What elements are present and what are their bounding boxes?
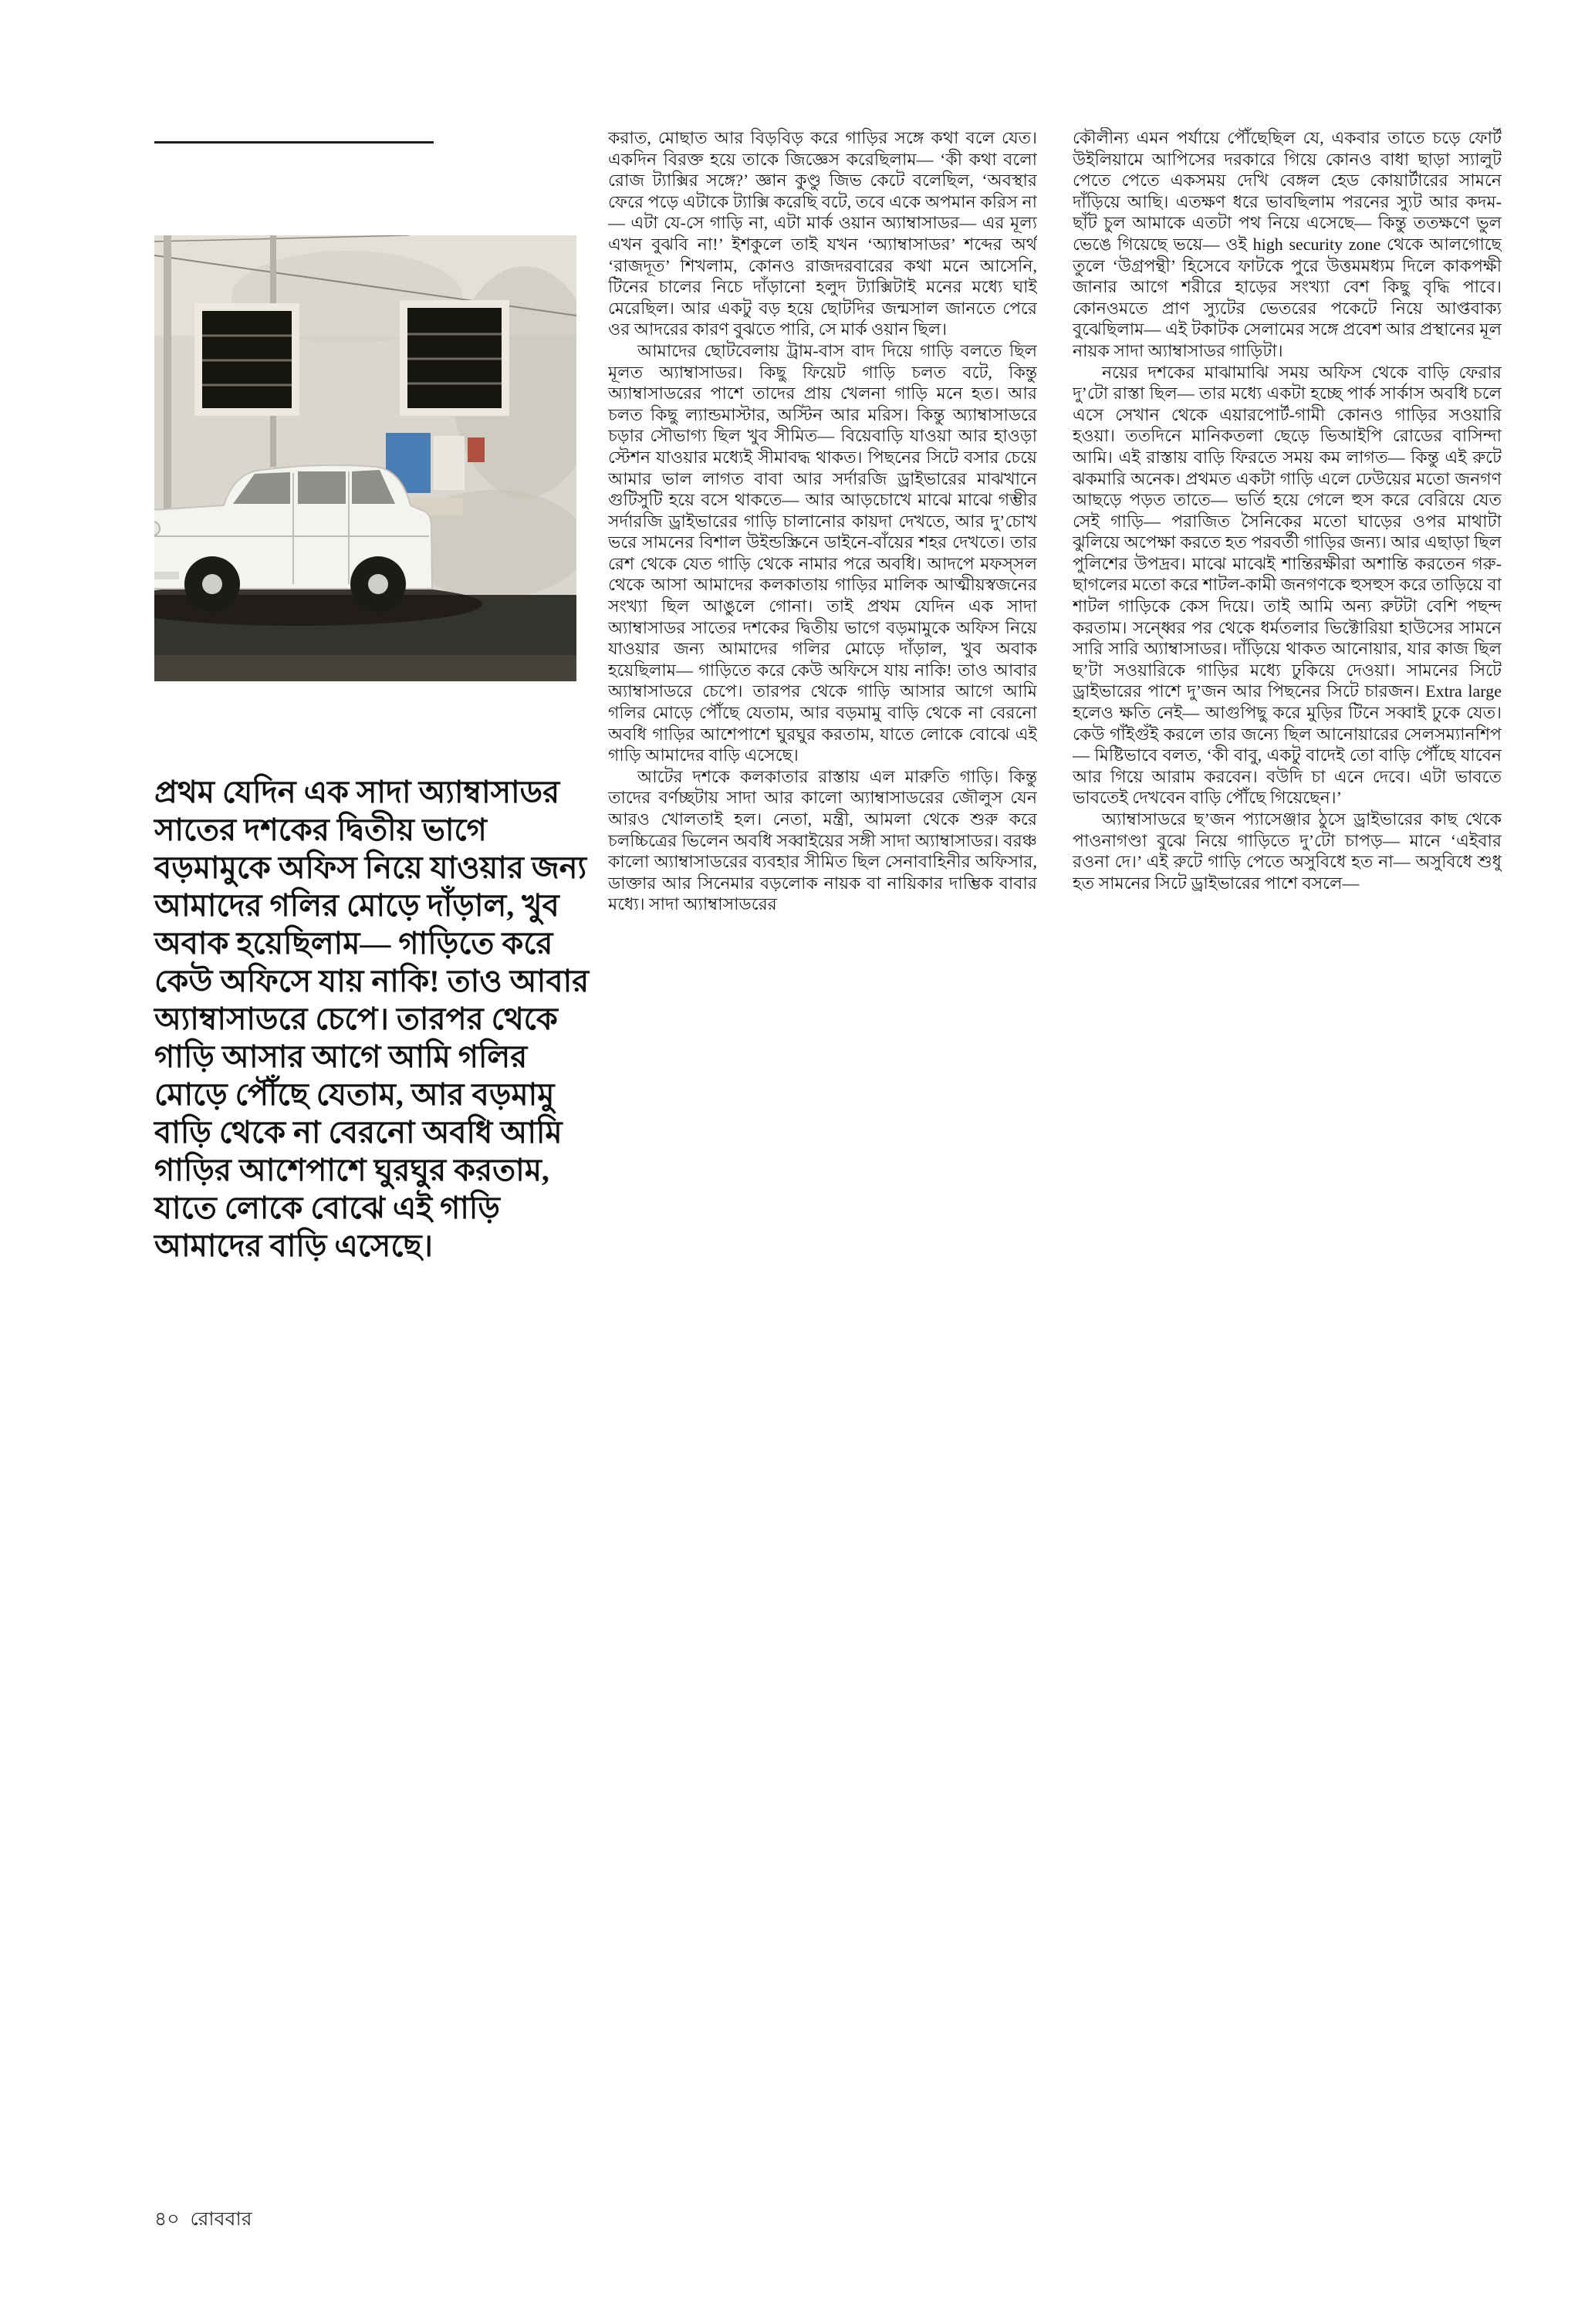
paragraph: আটের দশকে কলকাতার রাস্তায় এল মারুতি গাড়ি। কিন্তু তাদের বর্ণচ্ছটায় সাদা আর কালো অ্যাম্বাসাডরের জৌলুস যেন আরও খোলতাই হল। নেতা, মন্ত্রী, আমলা থেকে শুরু করে চলচ্চিত্রের ভিলেন অবধি সব্বাইয়ের সঙ্গী সাদা অ্যাম্বাসাডর। বরঞ্চ কালো অ্যাম্বাসাডরের ব্যবহার সীমিত ছিল সেনাবাহিনীর অফিসার, ডাক্তার আর সিনেমার বড়লোক নায়ক বা নায়িকার দাম্ভিক বাবার মধ্যে। সাদা অ্যাম্বাসাডরের [608, 766, 1037, 914]
paragraph: করাত, মোছাত আর বিড়বিড় করে গাড়ির সঙ্গে কথা বলে যেত। একদিন বিরক্ত হয়ে তাকে জিজ্ঞেস করেছিলাম— ‘কী কথা বলো রোজ ট্যাক্সির সঙ্গে?’ জ্ঞান কুণ্ডু জিভ কেটে বলেছিল, ‘অবস্থার ফেরে পড়ে এটাকে ট্যাক্সি করেছি বটে, তবে একে অপমান করিস না— এটা যে-সে গাড়ি না, এটা মার্ক ওয়ান অ্যাম্বাসাডর— এর মূল্য এখন বুঝবি না!’ ইশকুলে তাই যখন ‘অ্যাম্বাসাডর’ শব্দের অর্থ ‘রাজদূত’ শিখলাম, কোনও রাজদরবারের কথা মনে আসেনি, টিনের চালের নিচে দাঁড়ানো হলুদ ট্যাক্সিটাই মনের মধ্যে ঘাই মেরেছিল। আর একটু বড় হয়ে ছোটদির জন্মসাল জানতে পেরে ওর আদরের কারণ বুঝতে পারি, সে মার্ক ওয়ান ছিল। [608, 128, 1037, 339]
body-column-right [1073, 127, 1502, 2172]
magazine-name: রোববার [190, 2209, 252, 2230]
page-footer [154, 2204, 252, 2237]
paragraph: নয়ের দশকের মাঝামাঝি সময় অফিস থেকে বাড়ি ফেরার দু’টো রাস্তা ছিল— তার মধ্যে একটা হচ্ছে পার্ক সার্কাস অবধি চলে এসে সেখান থেকে এয়ারপোর্ট-গামী কোনও গাড়ির সওয়ারি হওয়া। ততদিনে মানিকতলা ছেড়ে ভিআইপি রোডের বাসিন্দা আমি। এই রাস্তায় বাড়ি ফিরতে সময় কম লাগত— কিন্তু এই রুটে ঝকমারি অনেক। প্রথমত একটা গাড়ি এলে ঢেউয়ের মতো জনগণ আছড়ে পড়ত তাতে— ভর্তি হয়ে গেলে হুস করে বেরিয়ে যেত সেই গাড়ি— পরাজিত সৈনিকের মতো ঘাড়ের ওপর মাথাটা ঝুলিয়ে অপেক্ষা করতে হত পরবর্তী গাড়ির জন্য। আর এছাড়া ছিল পুলিশের উপদ্রব। মাঝে মাঝেই শান্তিরক্ষীরা অশান্তি করতেন গরু-ছাগলের মতো করে শাটল-কামী জনগণকে হুসহুস করে তাড়িয়ে বা শাটল গাড়িকে কেস দিয়ে। তাই আমি অন্য রুটটা বেশি পছন্দ করতাম। সন্ধ্বের পর থেকে ধর্মতলার ভিক্টোরিয়া হাউসের সামনে সারি সারি অ্যাম্বাসাডর। দাঁড়িয়ে থাকত আনোয়ার, যার কাজ ছিল ছ’টা সওয়ারিকে গাড়ির মধ্যে ঢুকিয়ে দেওয়া। সামনের সিটে ড্রাইভারের পাশে দু’জন আর পিছনের সিটে চারজন। Extra large হলেও ক্ষতি নেই— আগুপিছু করে মুড়ির টিনে সব্বাই ঢুকে যেত। কেউ গাঁইগুঁই করলে তার জন্যে ছিল আনোয়ারের সেলসম্যানশিপ— মিষ্টিভাবে বলত, ‘কী বাবু, একটু বাদেই তো বাড়ি পৌঁছে যাবেন আর গিয়ে আরাম করবেন। বউদি চা এনে দেবে। এটা ভাবতে ভাবতেই দেখবেন বাড়ি পৌঁছে গিয়েছেন।’ [1073, 362, 1502, 808]
ambassador-car-photo-illustration [154, 235, 576, 681]
paragraph: অ্যাম্বাসাডরে ছ’জন প্যাসেঞ্জার ঠুসে ড্রাইভারের কাছ থেকে পাওনাগণ্ডা বুঝে নিয়ে গাড়িতে দু’টো চাপড়— মানে ‘এইবার রওনা দে।’ এই রুটে গাড়ি পেতে অসুবিধে হত না— অসুবিধে শুধু হত সামনের সিটে ড্রাইভারের পাশে বসলে— [1073, 809, 1502, 893]
section-rule [154, 141, 434, 144]
body-column-middle [608, 127, 1037, 2172]
article-photo [154, 235, 576, 681]
paragraph: আমাদের ছোটবেলায় ট্রাম-বাস বাদ দিয়ে গাড়ি বলতে ছিল মূলত অ্যাম্বাসাডর। কিছু ফিয়েট গাড়ি চলত বটে, কিন্তু অ্যাম্বাসাডরের পাশে তাদের প্রায় খেলনা গাড়ি মনে হত। আর চলত কিছু ল্যান্ডমাস্টার, অস্টিন আর মরিস। কিন্তু অ্যাম্বাসাডরে চড়ার সৌভাগ্য ছিল খুব সীমিত— বিয়েবাড়ি যাওয়া আর হাওড়া স্টেশন যাওয়ার মধ্যেই সীমাবদ্ধ থাকত। পিছনের সিটে বসার চেয়ে আমার ভাল লাগত বাবা আর সর্দারজি ড্রাইভারের মাঝখানে গুটিসুটি হয়ে বসে থাকতে— আর আড়চোখে মাঝে মাঝে গম্ভীর সর্দারজি ড্রাইভারের গাড়ি চালানোর কায়দা দেখতে, আর দু’চোখ ভরে সামনের বিশাল উইন্ডস্ক্রিনে ডাইনে-বাঁয়ের শহর দেখতে। তার রেশ থেকে যেত গাড়ি থেকে নামার পরে অবধি। আদপে মফস্সল থেকে আসা আমাদের কলকাতায় গাড়ির মালিক আত্মীয়স্বজনের সংখ্যা ছিল আঙুলে গোনা। তাই প্রথম যেদিন এক সাদা অ্যাম্বাসাডর সাতের দশকের দ্বিতীয় ভাগে বড়মামুকে অফিস নিয়ে যাওয়ার জন্য আমাদের গলির মোড়ে দাঁড়াল, খুব অবাক হয়েছিলাম— গাড়িতে করে কেউ অফিসে যায় নাকি! তাও আবার অ্যাম্বাসাডরে চেপে। তারপর থেকে গাড়ি আসার আগে আমি গলির মোড়ে পৌঁছে যেতাম, আর বড়মামু বাড়ি থেকে না বেরনো অবধি গাড়ির আশেপাশে ঘুরঘুর করতাম, যাতে লোকে বোঝে এই গাড়ি আমাদের বাড়ি এসেছে। [608, 340, 1037, 765]
paragraph: কৌলীন্য এমন পর্যায়ে পৌঁছেছিল যে, একবার তাতে চড়ে ফোর্ট উইলিয়ামে আপিসের দরকারে গিয়ে কোনও বাধা ছাড়া স্যালুট পেতে পেতে একসময় দেখি বেঙ্গল হেড কোয়ার্টারের সামনে দাঁড়িয়ে আছি। এতক্ষণ ধরে ভাবছিলাম পরনের স্যুট আর কদম-ছাঁট চুল আমাকে এতটা পথ নিয়ে এসেছে— কিন্তু ততক্ষণে ভুল ভেঙে গিয়েছে ভয়ে— ওই high security zone থেকে আলগোছে তুলে ‘উগ্রপন্থী’ হিসেবে ফাটকে পুরে উত্তমমধ্যম দিলে কাকপক্ষী জানার আগে শরীরে হাড়ের সংখ্যা বেশ কিছু বৃদ্ধি পাবে। কোনওমতে প্রাণ স্যুটের ভেতরের পকেটে নিয়ে আপ্তবাক্য বুঝেছিলাম— এই টকাটক সেলামের সঙ্গে প্রবেশ আর প্রস্থানের মূল নায়ক সাদা অ্যাম্বাসাডর গাড়িটা। [1073, 128, 1502, 360]
pull-quote: প্রথম যেদিন এক সাদা অ্যাম্বাসাডর সাতের দশকের দ্বিতীয় ভাগে বড়মামুকে অফিস নিয়ে যাওয়ার জন্য আমাদের গলির মোড়ে দাঁড়াল, খুব অবাক হয়েছিলাম— গাড়িতে করে কেউ অফিসে যায় নাকি! তাও আবার অ্যাম্বাসাডরে চেপে। তারপর থেকে গাড়ি আসার আগে আমি গলির মোড়ে পৌঁছে যেতাম, আর বড়মামু বাড়ি থেকে না বেরনো অবধি আমি গাড়ির আশেপাশে ঘুরঘুর করতাম, যাতে লোকে বোঝে এই গাড়ি আমাদের বাড়ি এসেছে। [154, 775, 590, 1263]
page-number: ৪০ [154, 2209, 180, 2230]
